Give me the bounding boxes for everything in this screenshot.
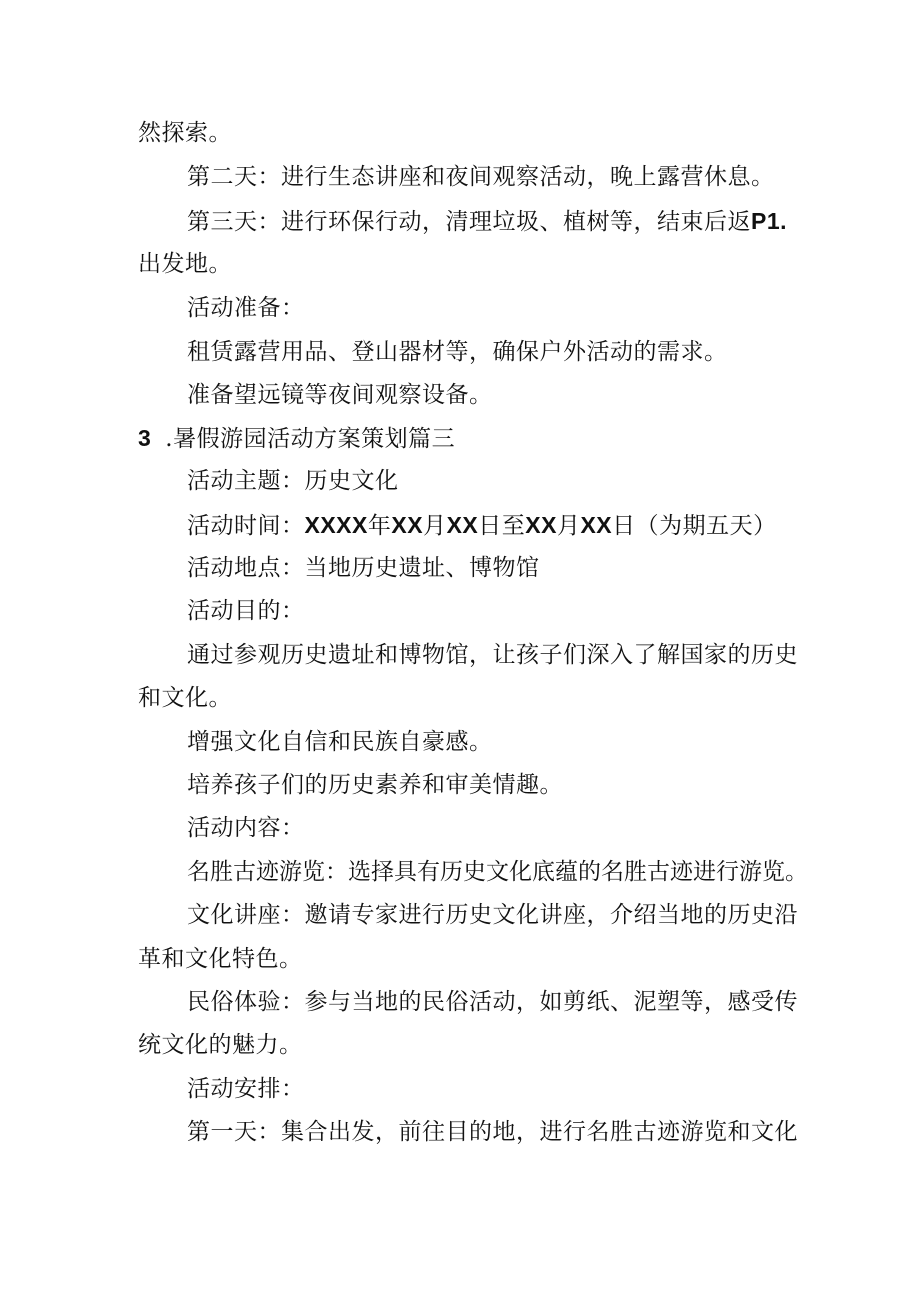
activity-time [187, 510, 867, 541]
paragraph-line: 增强文化自信和民族自豪感。 [187, 729, 493, 755]
section-number: 3 [138, 425, 152, 451]
paragraph-line: 租赁露营用品、登山器材等，确保户外活动的需求。 [187, 339, 728, 365]
paragraph-line: 和文化。 [138, 685, 232, 711]
time-text: 月 [423, 513, 447, 539]
paragraph-line: 通过参观历史遗址和博物馆，让孩子们深入了解国家的历史 [187, 642, 798, 668]
time-text: 日至 [478, 513, 526, 539]
activity-place: 活动地点：当地历史遗址、博物馆 [187, 555, 540, 581]
time-label: 活动时间： [187, 513, 305, 539]
paragraph-line: 第一天：集合出发，前往目的地，进行名胜古迹游览和文化 [187, 1119, 798, 1145]
paragraph-line: 准备望远镜等夜间观察设备。 [187, 382, 493, 408]
time-year: XXXX [304, 512, 368, 538]
time-text: 月 [556, 513, 581, 539]
time-month: XX [525, 512, 557, 538]
paragraph-line: 第二天：进行生态讲座和夜间观察活动，晚上露营休息。 [187, 164, 775, 190]
paragraph-line [187, 206, 867, 237]
paragraph-line: 文化讲座：邀请专家进行历史文化讲座，介绍当地的历史沿 [187, 902, 798, 928]
section-heading [138, 423, 818, 454]
paragraph-line: 民俗体验：参与当地的民俗活动，如剪纸、泥塑等，感受传 [187, 989, 798, 1015]
subheading-goal: 活动目的： [187, 598, 305, 624]
paragraph-line: 统文化的魅力。 [138, 1032, 303, 1058]
activity-theme: 活动主题：历史文化 [187, 468, 399, 494]
section-title: .暑假游园活动方案策划篇三 [165, 426, 456, 452]
paragraph-line: 名胜古迹游览：选择具有历史文化底蕴的名胜古迹进行游览。 [187, 859, 808, 885]
subheading-content: 活动内容： [187, 815, 305, 841]
paragraph-line: 出发地。 [138, 251, 232, 277]
time-day: XX [446, 512, 479, 538]
time-text: 年 [367, 513, 392, 539]
subheading-prep: 活动准备： [187, 295, 305, 321]
paragraph-line: 然探索。 [138, 120, 232, 146]
paragraph-line: 革和文化特色。 [138, 946, 303, 972]
time-month: XX [391, 512, 424, 538]
time-text: 日（为期五天） [612, 513, 777, 539]
line-text: 第三天：进行环保行动，清理垃圾、植树等，结束后返 [187, 209, 751, 235]
paragraph-line: 培养孩子们的历史素养和审美情趣。 [187, 772, 563, 798]
subheading-arrangement: 活动安排： [187, 1076, 305, 1102]
time-day: XX [580, 512, 613, 538]
page-marker: P1. [751, 208, 788, 234]
